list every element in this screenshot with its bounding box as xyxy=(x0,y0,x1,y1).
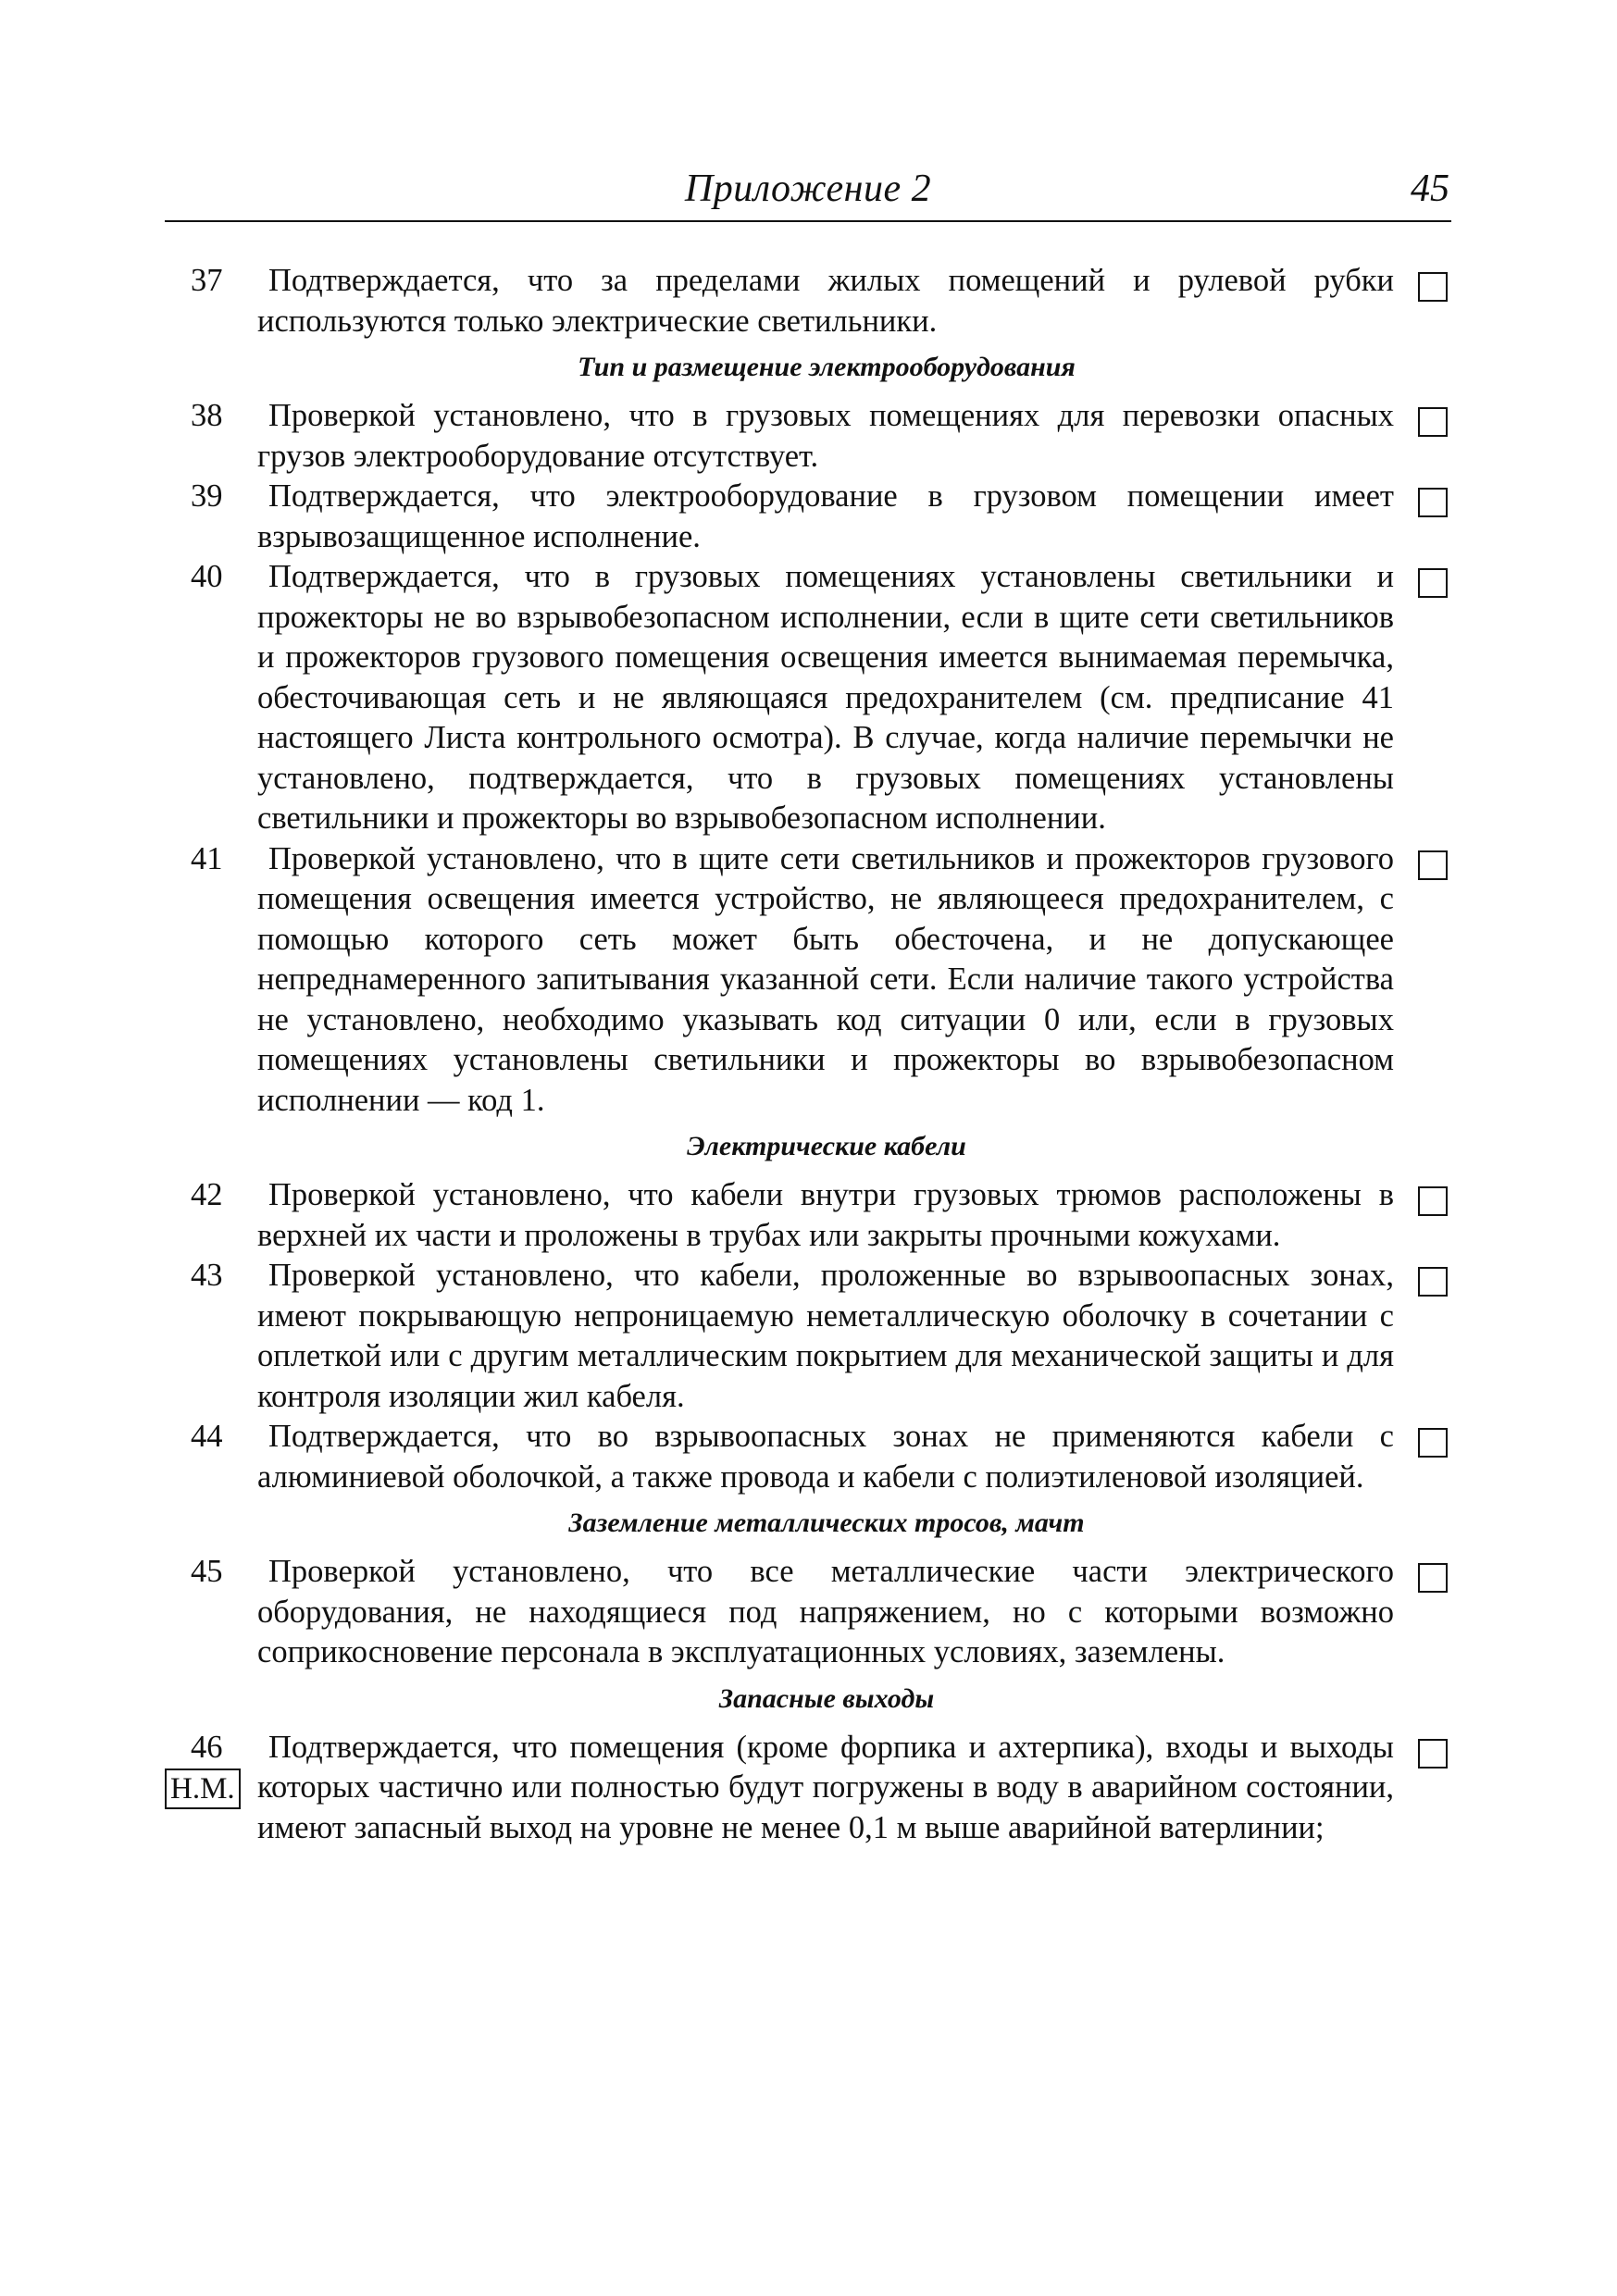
checklist-item xyxy=(165,557,1451,839)
checklist-item xyxy=(165,396,1451,477)
item-text: Подтверждается, что помещения (кроме форпика и ахтерпика), входы и выходы которых частично или полностью будут погружены в воду в аварийном состоянии, имеют запасный выход на уровне не менее 0,1 м выше аварийной ватерлинии; xyxy=(257,1729,1394,1845)
checkbox[interactable] xyxy=(1418,1267,1448,1297)
checkbox[interactable] xyxy=(1418,850,1448,880)
checklist-item xyxy=(165,1728,1451,1849)
item-text: Подтверждается, что в грузовых помещениях установлены светильники и прожекторы не во взрывобезопасном исполнении, если в щите сети светильников и прожекторов грузового помещения освещения имеется вынимаемая перемычка, обесточивающая сеть и не являющаяся предохранителем (см. предписание 41 настоящего Листа контрольного осмотра). В случае, когда наличие перемычки не установлено, подтверждается, что в грузовых помещениях установлены светильники и прожекторы во взрывобезопасном исполнении. xyxy=(257,559,1394,836)
checkbox[interactable] xyxy=(1418,1739,1448,1769)
checkbox[interactable] xyxy=(1418,1428,1448,1458)
item-text: Подтверждается, что во взрывоопасных зонах не применяются кабели с алюминиевой оболочкой, а также провода и кабели с полиэтиленовой изоляцией. xyxy=(257,1419,1394,1495)
item-number: 39 xyxy=(191,478,223,514)
section-heading: Запасные выходы xyxy=(718,1682,935,1714)
checklist-item xyxy=(165,261,1451,341)
item-number: 38 xyxy=(191,398,223,433)
checkbox[interactable] xyxy=(1418,488,1448,517)
margin-stamp: Н.М. xyxy=(165,1769,241,1809)
section-heading: Заземление металлических тросов, мачт xyxy=(568,1508,1085,1538)
item-number: 45 xyxy=(191,1554,223,1589)
checklist-item xyxy=(165,839,1451,1122)
item-text: Проверкой установлено, что кабели внутри грузовых трюмов расположены в верхней их части и проложены в трубах или закрыты прочными кожухами. xyxy=(257,1177,1394,1253)
section-heading: Тип и размещение электрооборудования xyxy=(578,352,1076,382)
checkbox[interactable] xyxy=(1418,272,1448,302)
checklist-body xyxy=(165,261,1451,1848)
checklist-item xyxy=(165,1256,1451,1417)
checklist-item xyxy=(165,1552,1451,1673)
item-text: Проверкой установлено, что кабели, проложенные во взрывоопасных зонах, имеют покрывающую непроницаемую неметаллическую оболочку в сочетании с оплеткой или с другим металлическим покрытием для механической защиты и для контроля изоляции жил кабеля. xyxy=(257,1258,1394,1414)
item-text: Подтверждается, что электрооборудование в грузовом помещении имеет взрывозащищенное исполнение. xyxy=(257,478,1394,554)
item-text: Проверкой установлено, что в щите сети светильников и прожекторов грузового помещения освещения имеется устройство, не являющееся предохранителем, с помощью которого сеть может быть обесточена, и не допускающее непреднамеренного запитывания указанной сети. Если наличие такого устройства не установлено, необходимо указывать код ситуации 0 или, если в грузовых помещениях установлены светильники и прожекторы во взрывобезопасном исполнении — код 1. xyxy=(257,840,1394,1118)
item-number: 40 xyxy=(191,559,223,594)
item-text: Подтверждается, что за пределами жилых помещений и рулевой рубки используются только электрические светильники. xyxy=(257,263,1394,339)
checkbox[interactable] xyxy=(1418,568,1448,598)
item-text: Проверкой установлено, что все металлические части электрического оборудования, не находящиеся под напряжением, но с которыми возможно соприкосновение персонала в эксплуатационных условиях, заземлены. xyxy=(257,1554,1394,1669)
item-number: 46 xyxy=(191,1729,223,1765)
checkbox[interactable] xyxy=(1418,407,1448,437)
item-number: 37 xyxy=(191,263,223,298)
item-number: 41 xyxy=(191,840,223,876)
page-number: 45 xyxy=(1411,168,1449,210)
checklist-item xyxy=(165,1417,1451,1497)
item-number: 42 xyxy=(191,1177,223,1212)
checklist-item xyxy=(165,477,1451,557)
checkbox[interactable] xyxy=(1418,1563,1448,1593)
running-header xyxy=(165,163,1451,222)
checkbox[interactable] xyxy=(1418,1186,1448,1216)
checklist-item xyxy=(165,1175,1451,1256)
section-heading: Электрические кабели xyxy=(687,1131,966,1161)
item-number: 44 xyxy=(191,1419,223,1454)
item-number: 43 xyxy=(191,1258,223,1293)
item-text: Проверкой установлено, что в грузовых помещениях для перевозки опасных грузов электрооборудование отсутствует. xyxy=(257,398,1394,474)
header-title: Приложение 2 xyxy=(684,168,932,210)
